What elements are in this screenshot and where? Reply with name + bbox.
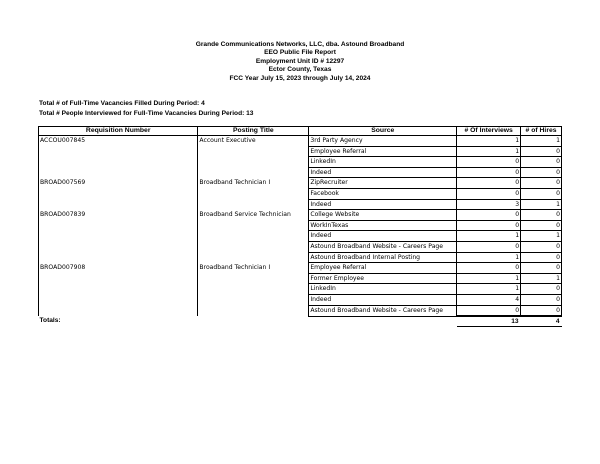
source-cell: Employee Referral xyxy=(309,146,457,157)
posting-title: Broadband Technician I xyxy=(198,178,309,210)
hires-cell: 0 xyxy=(521,241,562,252)
reporting-period: FCC Year July 15, 2023 through July 14, 2024 xyxy=(229,74,371,82)
source-cell: LinkedIn xyxy=(309,157,457,168)
requisition-number: BROAD007908 xyxy=(39,263,198,316)
interviews-cell: 1 xyxy=(457,231,521,242)
source-cell: Astound Broadband Website - Careers Page xyxy=(309,241,457,252)
source-cell: Astound Broadband Internal Posting xyxy=(309,252,457,263)
table-body xyxy=(39,136,562,317)
col-interviews: # Of Interviews xyxy=(457,127,521,136)
interviews-cell: 0 xyxy=(457,178,521,189)
source-cell: Employee Referral xyxy=(309,263,457,274)
source-cell: Indeed xyxy=(309,231,457,242)
source-cell: LinkedIn xyxy=(309,284,457,295)
interviews-cell: 1 xyxy=(457,136,521,147)
summary-block xyxy=(39,99,253,118)
source-cell: 3rd Party Agency xyxy=(309,136,457,147)
source-cell: Indeed xyxy=(309,199,457,210)
interviews-cell: 1 xyxy=(457,146,521,157)
requisition-number: ACCOU007845 xyxy=(39,136,198,178)
table-row xyxy=(39,136,562,147)
hires-cell: 0 xyxy=(521,305,562,316)
table-row xyxy=(39,263,562,274)
hires-cell: 0 xyxy=(521,157,562,168)
county: Ector County, Texas xyxy=(268,66,332,74)
col-posting-title: Posting Title xyxy=(198,127,309,136)
interviews-cell: 0 xyxy=(457,241,521,252)
report-name: EEO Public File Report xyxy=(264,49,336,57)
posting-title: Broadband Service Technician xyxy=(198,210,309,263)
totals-label: Totals: xyxy=(39,317,61,325)
col-source: Source xyxy=(309,127,457,136)
table-row xyxy=(39,178,562,189)
table-header-row xyxy=(39,127,562,136)
hires-cell: 1 xyxy=(521,231,562,242)
interviews-cell: 1 xyxy=(457,273,521,284)
employment-unit-id: Employment Unit ID # 12297 xyxy=(255,57,345,65)
hires-cell: 1 xyxy=(521,136,562,147)
totals-row xyxy=(39,316,562,327)
hires-cell: 0 xyxy=(521,178,562,189)
col-hires: # of Hires xyxy=(521,127,562,136)
hires-cell: 0 xyxy=(521,263,562,274)
interviews-cell: 0 xyxy=(457,220,521,231)
interviews-cell: 0 xyxy=(457,210,521,221)
interviews-cell: 0 xyxy=(457,157,521,168)
hires-cell: 0 xyxy=(521,220,562,231)
total-interviews: 13 xyxy=(457,316,521,327)
hires-cell: 0 xyxy=(521,188,562,199)
eeo-table xyxy=(38,126,562,327)
requisition-number: BROAD007839 xyxy=(39,210,198,263)
company-name: Grande Communications Networks, LLC, dba. Astound Broadband xyxy=(195,41,405,48)
hires-cell: 0 xyxy=(521,294,562,305)
hires-cell: 0 xyxy=(521,210,562,221)
col-requisition-number: Requisition Number xyxy=(39,127,198,136)
source-cell: Astound Broadband Website - Careers Page xyxy=(309,305,457,316)
hires-cell: 0 xyxy=(521,252,562,263)
interviews-cell: 1 xyxy=(457,252,521,263)
hires-cell: 1 xyxy=(521,199,562,210)
source-cell: WorkInTexas xyxy=(309,220,457,231)
interviews-cell: 0 xyxy=(457,167,521,178)
total-vacancies: Total # of Full-Time Vacancies Filled During Period: 4 xyxy=(39,100,205,107)
hires-cell: 0 xyxy=(521,146,562,157)
hires-cell: 0 xyxy=(521,167,562,178)
posting-title: Account Executive xyxy=(198,136,309,178)
interviews-cell: 1 xyxy=(457,284,521,295)
table-row xyxy=(39,210,562,221)
interviews-cell: 3 xyxy=(457,199,521,210)
total-hires: 4 xyxy=(521,316,562,327)
posting-title: Broadband Technician I xyxy=(198,263,309,316)
hires-cell: 0 xyxy=(521,284,562,295)
interviews-cell: 0 xyxy=(457,188,521,199)
requisition-number: BROAD007569 xyxy=(39,178,198,210)
interviews-cell: 0 xyxy=(457,305,521,316)
hires-cell: 1 xyxy=(521,273,562,284)
source-cell: Indeed xyxy=(309,167,457,178)
source-cell: ZipRecruiter xyxy=(309,178,457,189)
report-header xyxy=(0,41,600,83)
interviews-cell: 0 xyxy=(457,263,521,274)
source-cell: Former Employee xyxy=(309,273,457,284)
source-cell: Facebook xyxy=(309,188,457,199)
total-interviewed: Total # People Interviewed for Full-Time Vacancies During Period: 13 xyxy=(39,109,254,117)
source-cell: College Website xyxy=(309,210,457,221)
source-cell: Indeed xyxy=(309,294,457,305)
interviews-cell: 4 xyxy=(457,294,521,305)
